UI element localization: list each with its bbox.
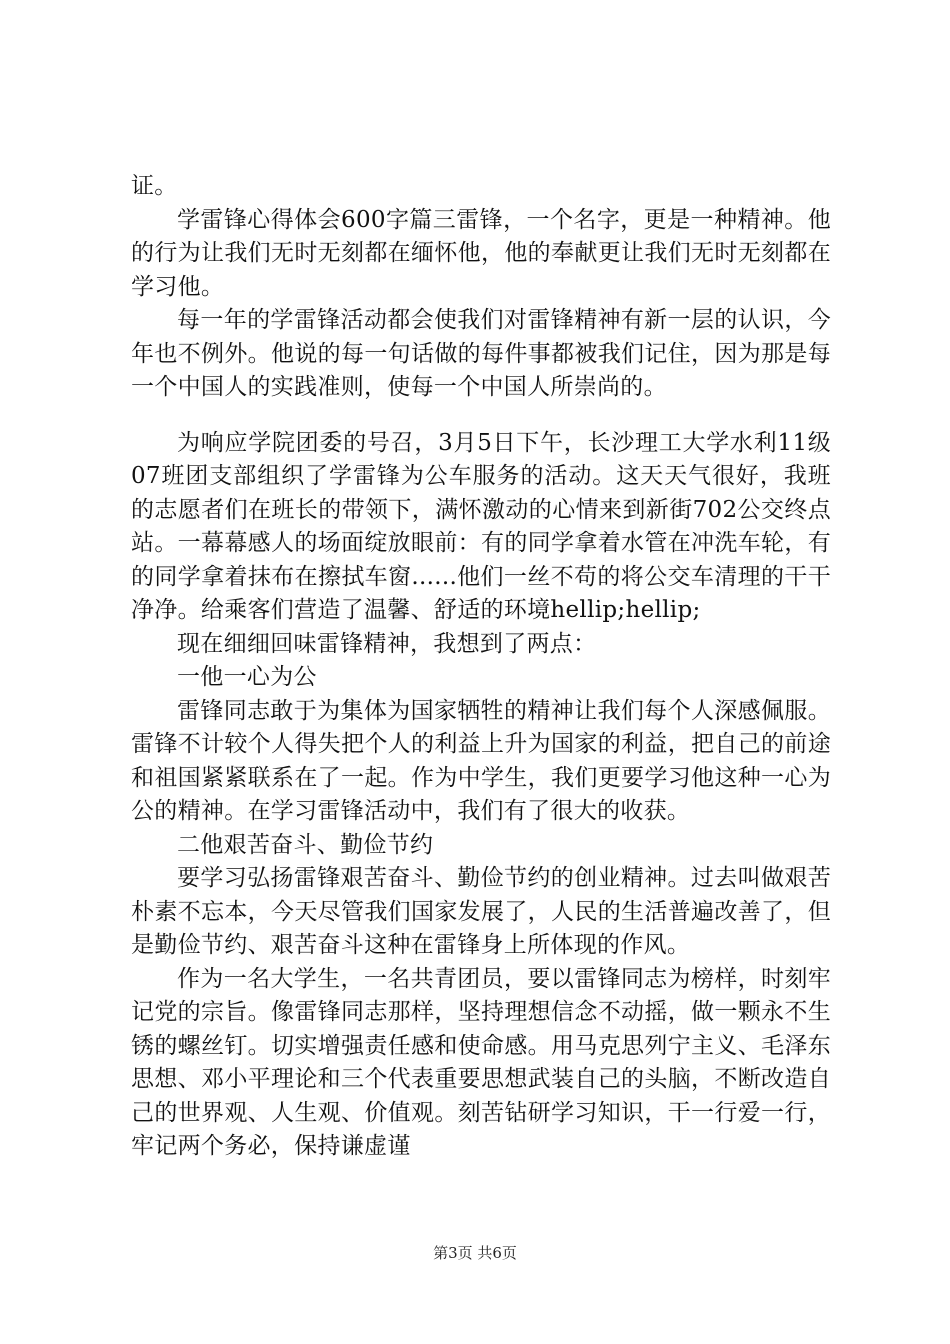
paragraph: 为响应学院团委的号召，3月5日下午，长沙理工大学水利11级07班团支部组织了学雷锋为公车服务的活动。这天天气很好，我班的志愿者们在班长的带领下，满怀激动的心情来到新街702公交终点站。一幕幕感人的场面绽放眼前：有的同学拿着水管在冲洗车轮，有的同学拿着抹布在擦拭车窗......他们一丝不苟的将公交车清理的干干净净。给乘客们营造了温馨、舒适的环境hellip;hellip; xyxy=(131,429,831,623)
paragraph: 学雷锋心得体会600字篇三雷锋，一个名字，更是一种精神。他的行为让我们无时无刻都在缅怀他，他的奉献更让我们无时无刻都在学习他。 xyxy=(131,206,831,300)
paragraph-continuation: 证。 xyxy=(131,173,178,199)
paragraph: 作为一名大学生，一名共青团员，要以雷锋同志为榜样，时刻牢记党的宗旨。像雷锋同志那样，坚持理想信念不动摇，做一颗永不生锈的螺丝钉。切实增强责任感和使命感。用马克思列宁主义、毛泽东思想、邓小平理论和三个代表重要思想武装自己的头脑，不断改造自己的世界观、人生观、价值观。刻苦钻研学习知识，干一行爱一行，牢记两个务必，保持谦虚谨 xyxy=(131,965,831,1159)
paragraph: 要学习弘扬雷锋艰苦奋斗、勤俭节约的创业精神。过去叫做艰苦朴素不忘本，今天尽管我们国家发展了，人民的生活普遍改善了，但是勤俭节约、艰苦奋斗这种在雷锋身上所体现的作风。 xyxy=(131,865,831,958)
paragraph: 每一年的学雷锋活动都会使我们对雷锋精神有新一层的认识，今年也不例外。他说的每一句话做的每件事都被我们记住，因为那是每一个中国人的实践准则，使每一个中国人所崇尚的。 xyxy=(131,307,831,400)
document-body xyxy=(131,170,831,1164)
page-number-footer: 第3页 共6页 xyxy=(433,1244,517,1262)
paragraph: 现在细细回味雷锋精神，我想到了两点： xyxy=(177,630,597,657)
section-heading: 一他一心为公 xyxy=(177,664,317,690)
section-heading: 二他艰苦奋斗、勤俭节约 xyxy=(177,831,434,858)
paragraph: 雷锋同志敢于为集体为国家牺牲的精神让我们每个人深感佩服。雷锋不计较个人得失把个人的利益上升为国家的利益，把自己的前途和祖国紧紧联系在了一起。作为中学生，我们更要学习他这种一心为公的精神。在学习雷锋活动中，我们有了很大的收获。 xyxy=(131,697,831,824)
